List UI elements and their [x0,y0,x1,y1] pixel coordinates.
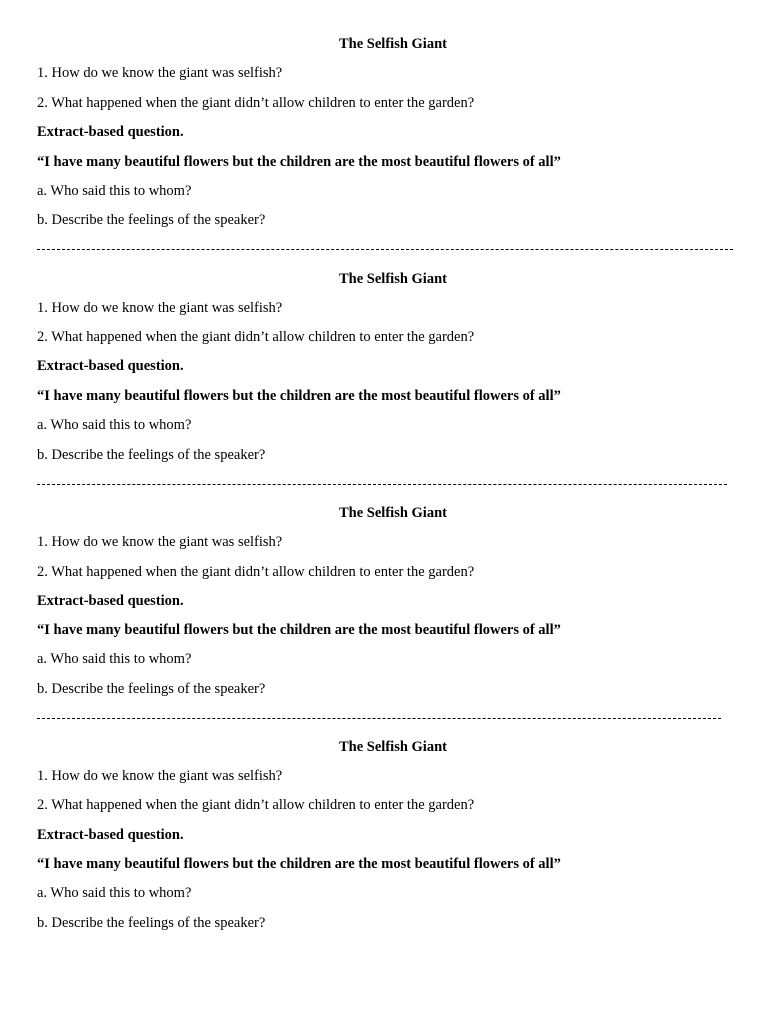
question-b: b. Describe the feelings of the speaker? [37,212,266,228]
extract-quote: “I have many beautiful flowers but the children are the most beautiful flowers of all” [37,154,561,170]
question-1: 1. How do we know the giant was selfish? [37,768,283,784]
question-2: 2. What happened when the giant didn’t allow children to enter the garden? [37,797,475,813]
question-1: 1. How do we know the giant was selfish? [37,300,283,316]
extract-heading: Extract-based question. [37,358,184,374]
question-a: a. Who said this to whom? [37,885,192,901]
question-a: a. Who said this to whom? [37,183,192,199]
section-divider [37,249,733,251]
question-a: a. Who said this to whom? [37,417,192,433]
extract-quote: “I have many beautiful flowers but the children are the most beautiful flowers of all” [37,622,561,638]
section-title: The Selfish Giant [339,505,447,521]
extract-heading: Extract-based question. [37,124,184,140]
extract-heading: Extract-based question. [37,827,184,843]
question-1: 1. How do we know the giant was selfish? [37,65,283,81]
section-divider [37,718,721,720]
section-title: The Selfish Giant [339,739,447,755]
extract-heading: Extract-based question. [37,593,184,609]
question-a: a. Who said this to whom? [37,651,192,667]
question-b: b. Describe the feelings of the speaker? [37,447,266,463]
question-1: 1. How do we know the giant was selfish? [37,534,283,550]
question-b: b. Describe the feelings of the speaker? [37,681,266,697]
extract-quote: “I have many beautiful flowers but the children are the most beautiful flowers of all” [37,388,561,404]
section-title: The Selfish Giant [339,271,447,287]
question-2: 2. What happened when the giant didn’t allow children to enter the garden? [37,95,475,111]
question-b: b. Describe the feelings of the speaker? [37,915,266,931]
section-title: The Selfish Giant [339,36,447,52]
section-divider [37,484,727,486]
question-2: 2. What happened when the giant didn’t allow children to enter the garden? [37,329,475,345]
question-2: 2. What happened when the giant didn’t allow children to enter the garden? [37,564,475,580]
extract-quote: “I have many beautiful flowers but the children are the most beautiful flowers of all” [37,856,561,872]
